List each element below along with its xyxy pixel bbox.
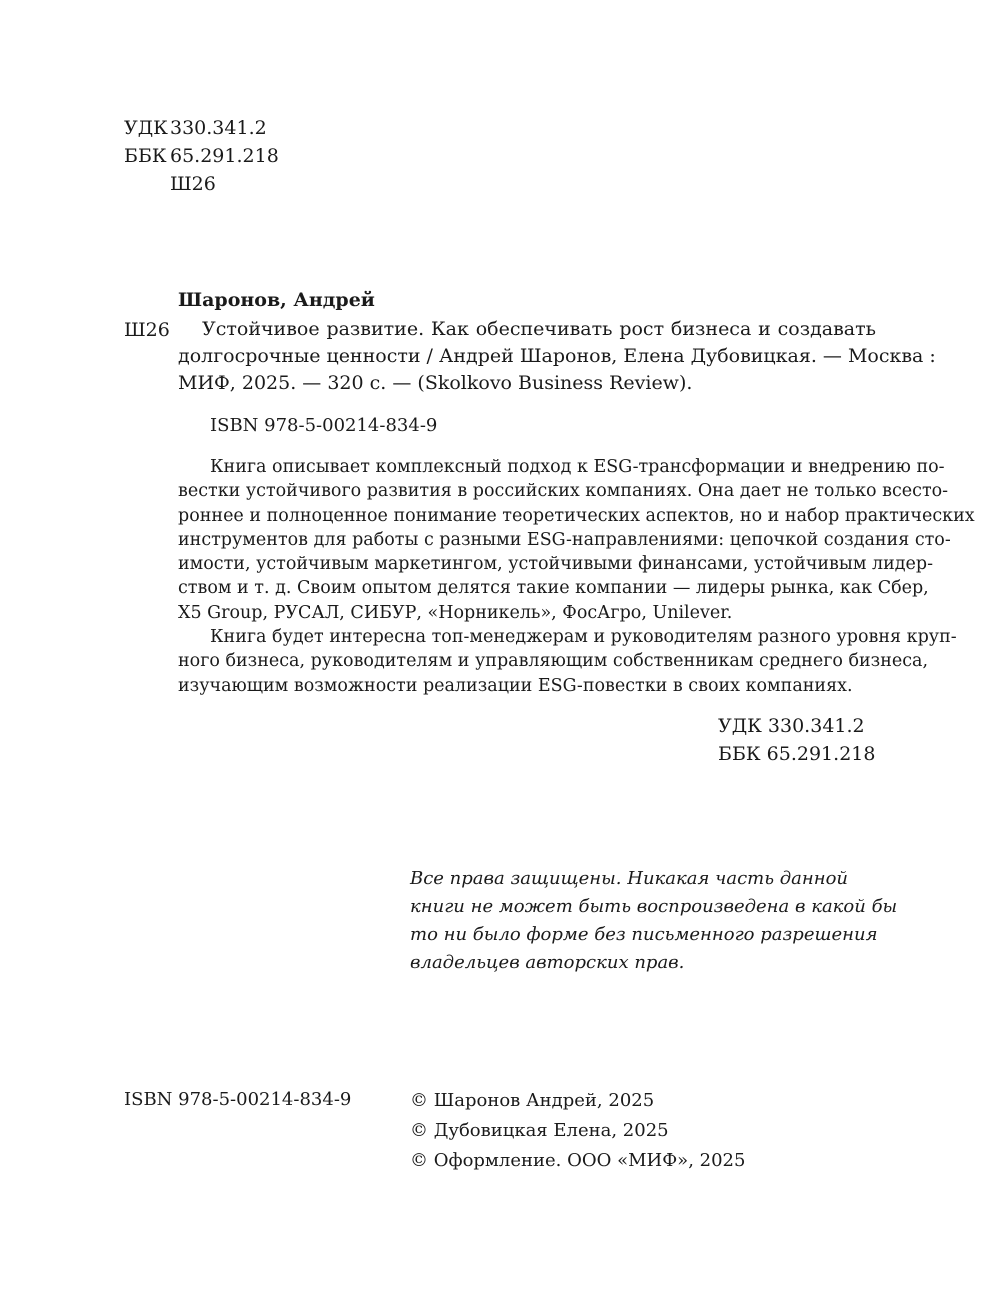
copyright-line: © Дубовицкая Елена, 2025 (410, 1120, 669, 1141)
abstract-line: имости, устойчивым маркетингом, устойчивыми финансами, устойчивым лидер- (178, 554, 934, 575)
author-mark: Ш26 (124, 319, 170, 341)
bbk-label: ББК (124, 145, 167, 167)
rights-line: то ни было форме без письменного разрешения (410, 924, 878, 945)
abstract-line: Книга будет интересна топ-менеджерам и руководителям разного уровня круп- (210, 627, 957, 648)
isbn-entry: ISBN 978-5-00214-834-9 (210, 415, 438, 436)
rights-line: владельцев авторских прав. (410, 952, 685, 973)
rights-line: Все права защищены. Никакая часть данной (410, 868, 849, 889)
abstract-line: инструментов для работы с разными ESG-направлениями: цепочкой создания сто- (178, 529, 951, 550)
classification-codes-bottom (718, 712, 875, 768)
abstract-line: Книга описывает комплексный подход к ESG-трансформации и внедрению по- (210, 457, 945, 477)
rights-notice (410, 865, 897, 977)
bbk-value: 65.291.218 (170, 145, 279, 167)
abstract-line: ством и т. д. Своим опытом делятся такие компании — лидеры рынка, как Сбер, (178, 578, 929, 599)
author-mark-top: Ш26 (170, 173, 216, 195)
copyright-line: © Шаронов Андрей, 2025 (410, 1090, 655, 1111)
book-abstract (178, 455, 975, 698)
abstract-line: изучающим возможности реализации ESG-повестки в своих компаниях. (178, 675, 853, 696)
udk-value: 330.341.2 (170, 117, 267, 139)
bibliographic-description (178, 316, 936, 397)
rights-line: книги не может быть воспроизведена в какой бы (410, 896, 898, 917)
abstract-line: X5 Group, РУСАЛ, СИБУР, «Норникель», ФосАгро, Unilever. (178, 602, 733, 623)
abstract-line: ного бизнеса, руководителям и управляющим собственникам среднего бизнеса, (178, 651, 929, 672)
abstract-line: роннее и полноценное понимание теоретических аспектов, но и набор практических (178, 505, 975, 526)
copyright-block (410, 1086, 745, 1176)
udk-code: УДК 330.341.2 (718, 715, 865, 737)
bbk-row (124, 142, 279, 170)
abstract-line: вестки устойчивого развития в российских компаниях. Она дает не только всесто- (178, 481, 949, 502)
classification-codes-top (124, 114, 279, 198)
udk-label: УДК (124, 117, 168, 139)
copyright-line: © Оформление. ООО «МИФ», 2025 (410, 1150, 746, 1171)
biblio-line: МИФ, 2025. — 320 с. — (Skolkovo Business Review). (178, 372, 693, 394)
biblio-line: Устойчивое развитие. Как обеспечивать рост бизнеса и создавать (202, 318, 876, 340)
biblio-line: долгосрочные ценности / Андрей Шаронов, Елена Дубовицкая. — Москва : (178, 345, 936, 367)
udk-row (124, 114, 279, 142)
bbk-code: ББК 65.291.218 (718, 743, 876, 765)
isbn-footer: ISBN 978-5-00214-834-9 (124, 1089, 352, 1110)
author-heading: Шаронов, Андрей (178, 289, 375, 311)
